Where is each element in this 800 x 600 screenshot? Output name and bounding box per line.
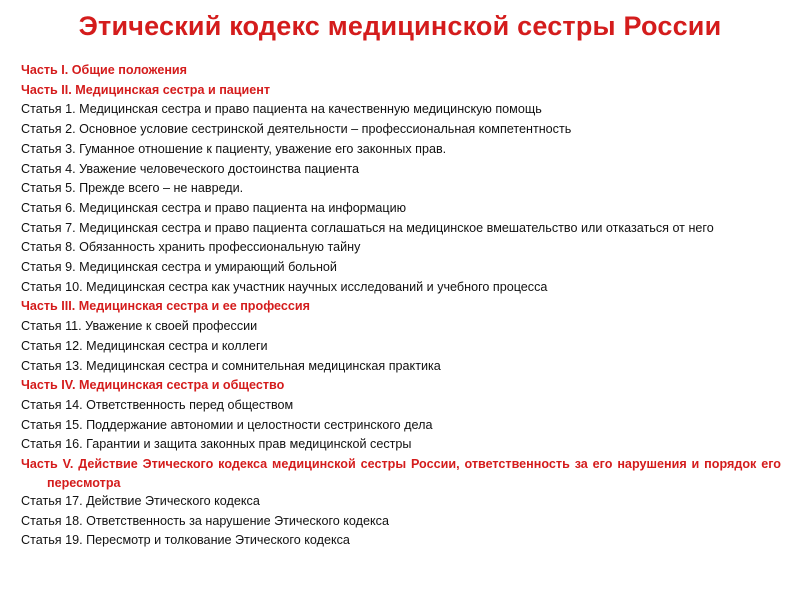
part-3-heading: Часть III. Медицинская сестра и ее профессия bbox=[21, 299, 310, 314]
article-19: Статья 19. Пересмотр и толкование Этического кодекса bbox=[21, 533, 350, 548]
part-5-heading: Часть V. Действие Этического кодекса медицинской сестры России, ответственность за его нарушения и порядок его пересмотра bbox=[21, 457, 781, 490]
contents-list bbox=[21, 61, 781, 551]
article-8: Статья 8. Обязанность хранить профессиональную тайну bbox=[21, 240, 361, 255]
article-12: Статья 12. Медицинская сестра и коллеги bbox=[21, 338, 268, 353]
article-3: Статья 3. Гуманное отношение к пациенту, уважение его законных прав. bbox=[21, 141, 447, 156]
article-17: Статья 17. Действие Этического кодекса bbox=[21, 494, 260, 509]
part-1-heading: Часть I. Общие положения bbox=[21, 63, 188, 77]
article-2: Статья 2. Основное условие сестринской деятельности – профессиональная компетентность bbox=[21, 122, 572, 137]
article-14: Статья 14. Ответственность перед обществом bbox=[21, 397, 294, 412]
page-title: Этический кодекс медицинской сестры России bbox=[78, 11, 722, 41]
article-6: Статья 6. Медицинская сестра и право пациента на информацию bbox=[21, 200, 407, 215]
article-15: Статья 15. Поддержание автономии и целостности сестринского дела bbox=[21, 417, 433, 432]
article-5: Статья 5. Прежде всего – не навреди. bbox=[21, 181, 244, 196]
article-10: Статья 10. Медицинская сестра как участник научных исследований и учебного процесса bbox=[21, 279, 548, 294]
article-7: Статья 7. Медицинская сестра и право пациента соглашаться на медицинское вмешательство или отказаться от него bbox=[21, 220, 714, 235]
article-11: Статья 11. Уважение к своей профессии bbox=[21, 319, 258, 334]
part-4-heading: Часть IV. Медицинская сестра и общество bbox=[21, 378, 285, 393]
article-9: Статья 9. Медицинская сестра и умирающий больной bbox=[21, 260, 337, 275]
article-4: Статья 4. Уважение человеческого достоинства пациента bbox=[21, 161, 360, 176]
article-13: Статья 13. Медицинская сестра и сомнительная медицинская практика bbox=[21, 358, 441, 373]
article-1: Статья 1. Медицинская сестра и право пациента на качественную медицинскую помощь bbox=[21, 102, 542, 117]
part-2-heading: Часть II. Медицинская сестра и пациент bbox=[21, 82, 271, 97]
article-16: Статья 16. Гарантии и защита законных прав медицинской сестры bbox=[21, 437, 412, 452]
article-18: Статья 18. Ответственность за нарушение Этического кодекса bbox=[21, 513, 389, 528]
